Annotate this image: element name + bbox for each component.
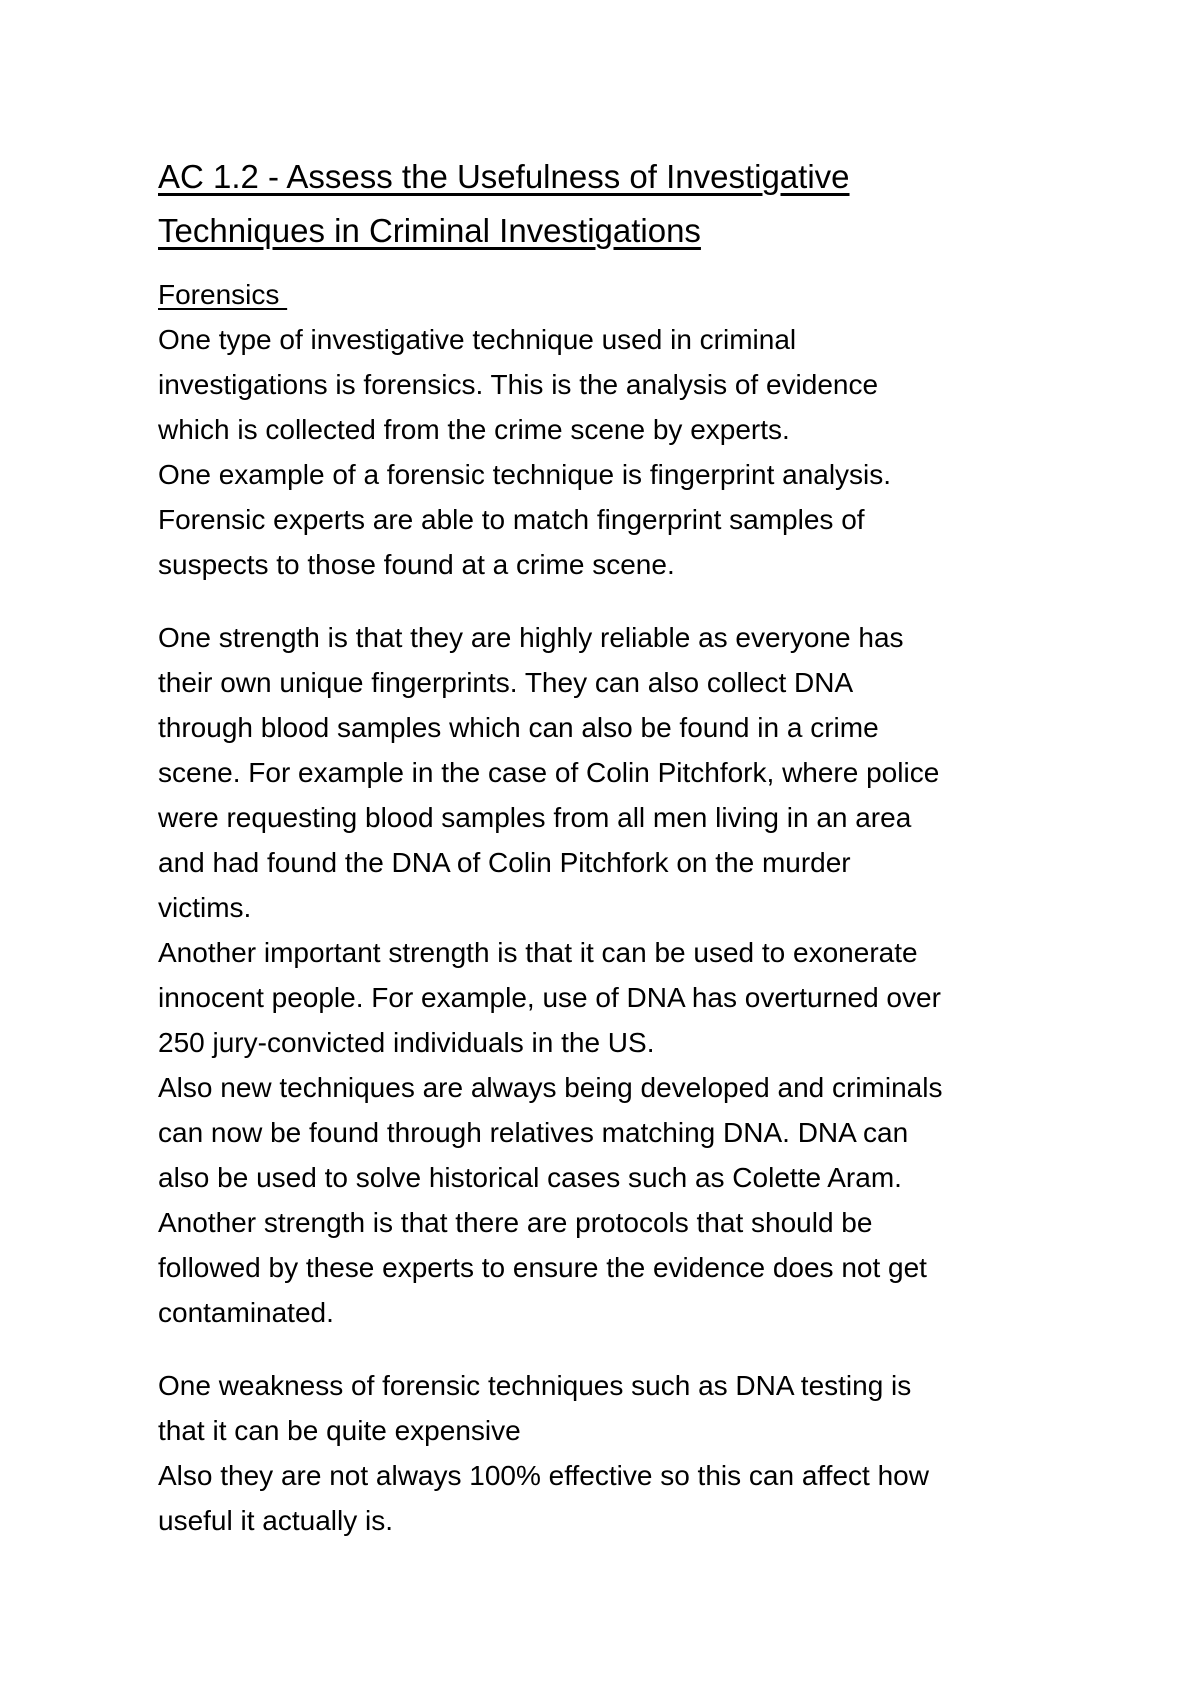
paragraph-strengths [158,615,1058,1335]
paragraph-line: suspects to those found at a crime scene. [158,549,675,580]
paragraph-line: which is collected from the crime scene by experts. [158,414,790,445]
paragraph-line: One type of investigative technique used in criminal [158,324,797,355]
paragraph-line: also be used to solve historical cases such as Colette Aram. [158,1162,902,1193]
paragraph-line: through blood samples which can also be found in a crime [158,712,879,743]
paragraph-line: Another important strength is that it can be used to exonerate [158,937,918,968]
paragraph-line: followed by these experts to ensure the evidence does not get [158,1252,927,1283]
paragraph-line: scene. For example in the case of Colin Pitchfork, where police [158,757,940,788]
paragraph-line: useful it actually is. [158,1505,393,1536]
paragraph-line: Another strength is that there are protocols that should be [158,1207,873,1238]
paragraph-line: innocent people. For example, use of DNA has overturned over [158,982,941,1013]
paragraph-line: were requesting blood samples from all men living in an area [158,802,912,833]
paragraph-line: investigations is forensics. This is the analysis of evidence [158,369,879,400]
paragraph-weaknesses [158,1363,1058,1543]
paragraph-line: and had found the DNA of Colin Pitchfork on the murder [158,847,851,878]
paragraph-line: that it can be quite expensive [158,1415,521,1446]
paragraph-line: One strength is that they are highly reliable as everyone has [158,622,904,653]
title-line-2: Techniques in Criminal Investigations [158,212,701,249]
paragraph-line: contaminated. [158,1297,334,1328]
paragraph-line: their own unique fingerprints. They can also collect DNA [158,667,854,698]
paragraph-line: One example of a forensic technique is fingerprint analysis. [158,459,892,490]
paragraph-line: can now be found through relatives matching DNA. DNA can [158,1117,909,1148]
document-title [158,150,1058,258]
paragraph-line: Also they are not always 100% effective so this can affect how [158,1460,929,1491]
title-line-1: AC 1.2 - Assess the Usefulness of Investigative [158,158,850,195]
paragraph-line: victims. [158,892,252,923]
document-content [158,150,1058,1543]
paragraph-intro [158,317,1058,587]
paragraph-line: One weakness of forensic techniques such as DNA testing is [158,1370,912,1401]
paragraph-line: 250 jury-convicted individuals in the US. [158,1027,655,1058]
section-heading-forensics: Forensics [158,279,288,310]
paragraph-line: Also new techniques are always being developed and criminals [158,1072,943,1103]
paragraph-line: Forensic experts are able to match fingerprint samples of [158,504,865,535]
